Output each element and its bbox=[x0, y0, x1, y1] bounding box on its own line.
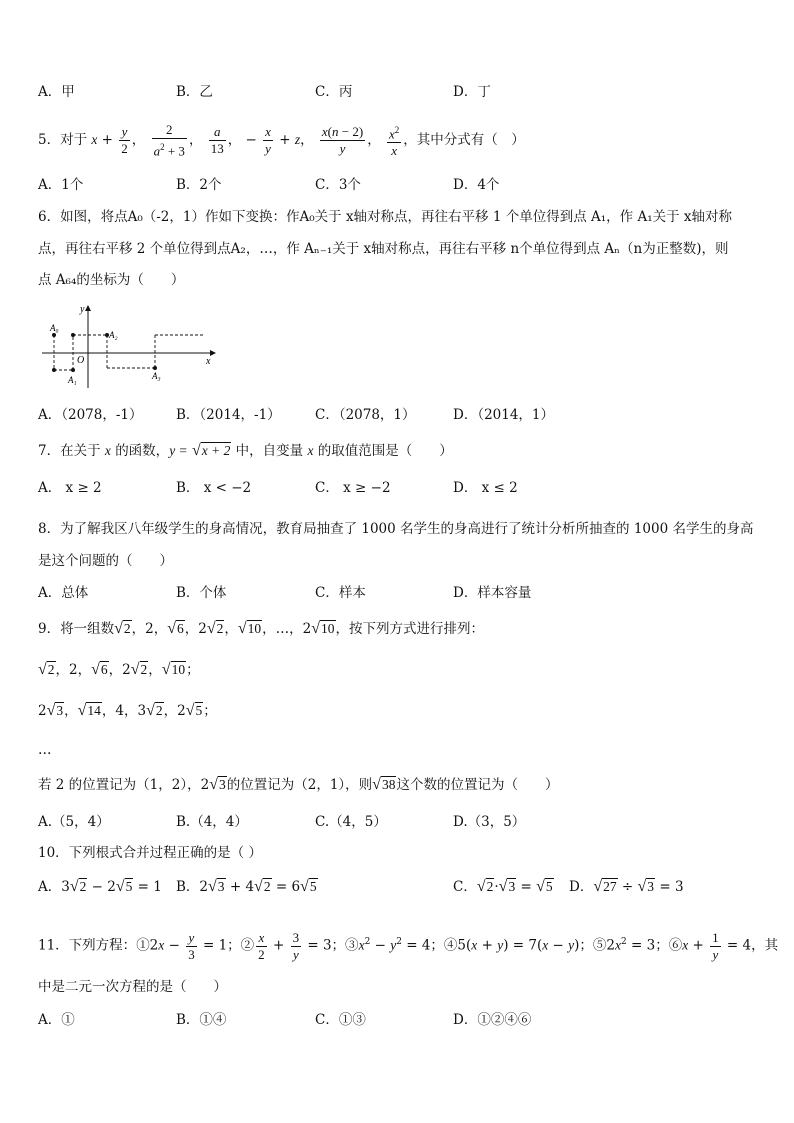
q11-option-b[interactable]: B．①④ bbox=[176, 1012, 227, 1028]
q5-option-d[interactable]: D．4个 bbox=[453, 177, 500, 193]
q9-ellipsis: … bbox=[38, 742, 52, 758]
q10-stem: 10．下列根式合并过程正确的是（ ） bbox=[38, 845, 262, 861]
q8-line-1: 8．为了解我区八年级学生的身高情况，教育局抽查了 1000 名学生的身高进行了统计分析所抽查的 1000 名学生的身高 bbox=[38, 521, 754, 537]
q6-option-c[interactable]: C．（2078，1） bbox=[315, 407, 416, 423]
q4-option-c[interactable]: C．丙 bbox=[315, 84, 353, 100]
q7-stem: 7．在关于 x 的函数，y = √x + 2 中，自变量 x 的取值范围是（ ） bbox=[38, 442, 453, 459]
q11-option-c[interactable]: C．①③ bbox=[315, 1012, 366, 1028]
q10-option-b[interactable]: B．2√3 + 4√2 = 6√5 bbox=[176, 878, 317, 895]
q11-option-a[interactable]: A．① bbox=[38, 1012, 75, 1028]
q11-stem: 11．下列方程：①2x − $\frac{y}{3}$ = 1；② $\frac{x}{2}$ + $\frac{3}{y}$ = 3；$③x^2 - y^2 = 4$；④5(x + y) = 7(x − y)；$⑤2x^2 = 3$；⑥x + $\frac{1}{y}$ = 4，其 bbox=[38, 929, 779, 962]
q7-option-b[interactable]: B． x < −2 bbox=[176, 480, 252, 496]
q9-intro: 9．将一组数√2，2，√6，2√2，√10，…，2√10，按下列方式进行排列： bbox=[38, 620, 485, 637]
q6-option-a[interactable]: A．（2078，-1） bbox=[38, 407, 143, 423]
q8-option-b[interactable]: B．个体 bbox=[176, 585, 227, 601]
q9-option-c[interactable]: C.（4，5） bbox=[315, 814, 387, 830]
q6-option-b[interactable]: B．（2014，-1） bbox=[176, 407, 281, 423]
fig-label-a2: A₂ bbox=[109, 330, 118, 340]
q5-prefix: 5．对于 bbox=[38, 132, 88, 149]
q5-suffix: ，其中分式有（ ） bbox=[403, 132, 525, 149]
q10-option-c[interactable]: C．√2·√3 = √5 bbox=[453, 878, 553, 895]
fig-label-y: y bbox=[80, 304, 85, 315]
q10-option-a[interactable]: A．3√2 − 2√5 = 1 bbox=[38, 878, 162, 895]
q7-option-c[interactable]: C． x ≥ −2 bbox=[315, 480, 391, 496]
q11-line-2: 中是二元一次方程的是（ ） bbox=[38, 979, 227, 995]
q9-row-1: √2，2，√6，2√2，√10； bbox=[38, 661, 200, 678]
q5-option-b[interactable]: B．2个 bbox=[176, 177, 222, 193]
q10-option-d[interactable]: D．√27 ÷ √3 = 3 bbox=[569, 878, 684, 895]
q6-line-1: 6．如图，将点A₀（-2，1）作如下变换：作A₀关于 x轴对称点，再往右平移 1 个单位得到点 A₁，作 A₁关于 x轴对称 bbox=[38, 209, 733, 225]
q6-line-3: 点 A₆₄的坐标为（ ） bbox=[38, 272, 185, 288]
q9-option-d[interactable]: D.（3，5） bbox=[453, 814, 526, 830]
fig-label-a1: A₁ bbox=[68, 375, 77, 385]
q6-figure bbox=[38, 300, 223, 390]
fig-label-a0: A₀ bbox=[50, 323, 59, 333]
fig-label-o: O bbox=[77, 355, 85, 366]
q6-option-d[interactable]: D．（2014，1） bbox=[453, 407, 555, 423]
fig-label-x: x bbox=[206, 356, 211, 367]
q8-option-c[interactable]: C．样本 bbox=[315, 585, 366, 601]
q9-question: 若 2 的位置记为（1，2），2√3的位置记为（2，1），则√38这个数的位置记为（ ） bbox=[38, 776, 559, 793]
q8-option-a[interactable]: A．总体 bbox=[38, 585, 89, 601]
q4-option-b[interactable]: B．乙 bbox=[176, 84, 213, 100]
q7-option-d[interactable]: D． x ≤ 2 bbox=[453, 480, 518, 496]
q4-option-a[interactable]: A．甲 bbox=[38, 84, 75, 100]
q9-option-b[interactable]: B.（4，4） bbox=[176, 814, 248, 830]
q9-row-2: 2√3，√14，4，3√2，2√5； bbox=[38, 702, 217, 719]
q9-option-a[interactable]: A.（5，4） bbox=[38, 814, 110, 830]
q8-option-d[interactable]: D．样本容量 bbox=[453, 585, 532, 601]
q7-option-a[interactable]: A． x ≥ 2 bbox=[38, 480, 102, 496]
q5-option-c[interactable]: C．3个 bbox=[315, 177, 361, 193]
q5-stem: 5．对于 x + $\frac{y}{2}$ ， $\frac{2}{a^2 + 3}$ ， $\frac{a}{13}$ ， − $\frac{x}{y}$ + z， $\frac{x(n - 2)}{y}$ ， $\frac{x^2}{x}$ ，其中分式有（ ） bbox=[38, 122, 525, 159]
q11-option-d[interactable]: D．①②④⑥ bbox=[453, 1012, 532, 1028]
q5-option-a[interactable]: A．1个 bbox=[38, 177, 84, 193]
q4-option-d[interactable]: D．丁 bbox=[453, 84, 491, 100]
q8-line-2: 是这个问题的（ ） bbox=[38, 553, 173, 569]
q6-line-2: 点，再往右平移 2 个单位得到点A₂，…，作 Aₙ₋₁关于 x轴对称点，再往右平移 n个单位得到点 Aₙ（n为正整数)，则 bbox=[38, 241, 729, 257]
fig-label-a3: A₃ bbox=[152, 371, 161, 381]
